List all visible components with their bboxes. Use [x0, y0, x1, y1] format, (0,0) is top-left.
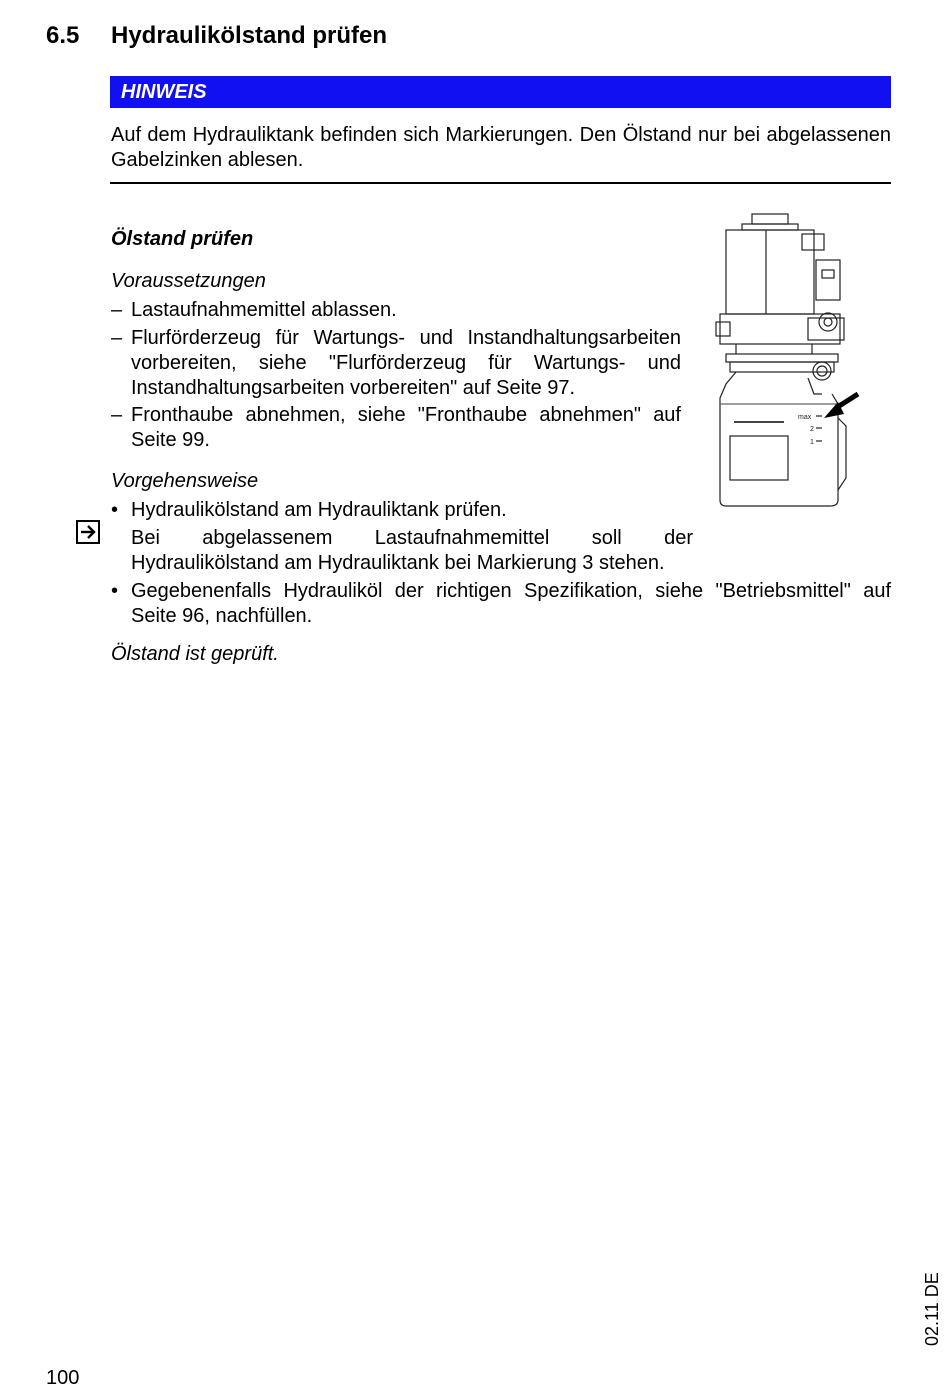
list-item	[111, 498, 681, 523]
result-arrow-icon	[76, 520, 100, 544]
hydraulic-tank-illustration	[712, 208, 872, 514]
level-mark-max: max	[798, 414, 812, 421]
list-item	[111, 579, 891, 629]
notice-banner	[110, 76, 891, 108]
pointer-arrow-icon	[824, 394, 858, 418]
steps-label: Vorgehensweise	[111, 470, 259, 492]
level-mark-2: 2	[810, 426, 814, 433]
notice-label: HINWEIS	[121, 81, 207, 103]
procedure-result: Ölstand ist geprüft.	[111, 643, 279, 665]
prerequisites-label: Voraussetzungen	[111, 270, 266, 292]
dash-marker: –	[111, 327, 123, 349]
notice-divider	[110, 182, 891, 184]
dash-marker: –	[111, 404, 123, 426]
list-item	[111, 403, 681, 453]
bullet-marker: •	[111, 580, 119, 602]
dash-marker: –	[111, 299, 123, 321]
list-item	[111, 298, 681, 323]
list-item-text: Fronthaube abnehmen, siehe "Fronthaube abnehmen" auf Seite 99.	[131, 404, 681, 451]
step-result-text: Bei abgelassenem Lastaufnahmemittel soll der Hydraulikölstand am Hydrauliktank bei Markierung 3 stehen.	[131, 527, 693, 574]
list-item-text: Gegebenenfalls Hydrauliköl der richtigen Spezifikation, siehe "Betriebsmittel" auf Seite 96, nachfüllen.	[131, 580, 891, 627]
page-number: 100	[46, 1367, 80, 1389]
list-item-text: Flurförderzeug für Wartungs- und Instandhaltungsarbeiten vorbereiten, siehe "Flurförderzeug für Wartungs- und Instandhaltungsarbeiten vorbereiten" auf Seite 97.	[131, 327, 681, 399]
list-item-text: Hydraulikölstand am Hydrauliktank prüfen.	[131, 499, 507, 521]
procedure-heading: Ölstand prüfen	[111, 228, 254, 250]
list-item-text: Lastaufnahmemittel ablassen.	[131, 299, 397, 321]
list-item	[111, 326, 681, 401]
level-mark-1: 1	[810, 439, 814, 446]
section-number: 6.5	[46, 22, 80, 49]
notice-text: Auf dem Hydrauliktank befinden sich Markierungen. Den Ölstand nur bei abgelassenen Gabelzinken ablesen.	[111, 124, 891, 171]
edition-label: 02.11 DE	[922, 1272, 942, 1346]
bullet-marker: •	[111, 499, 119, 521]
section-title: Hydraulikölstand prüfen	[111, 22, 388, 49]
